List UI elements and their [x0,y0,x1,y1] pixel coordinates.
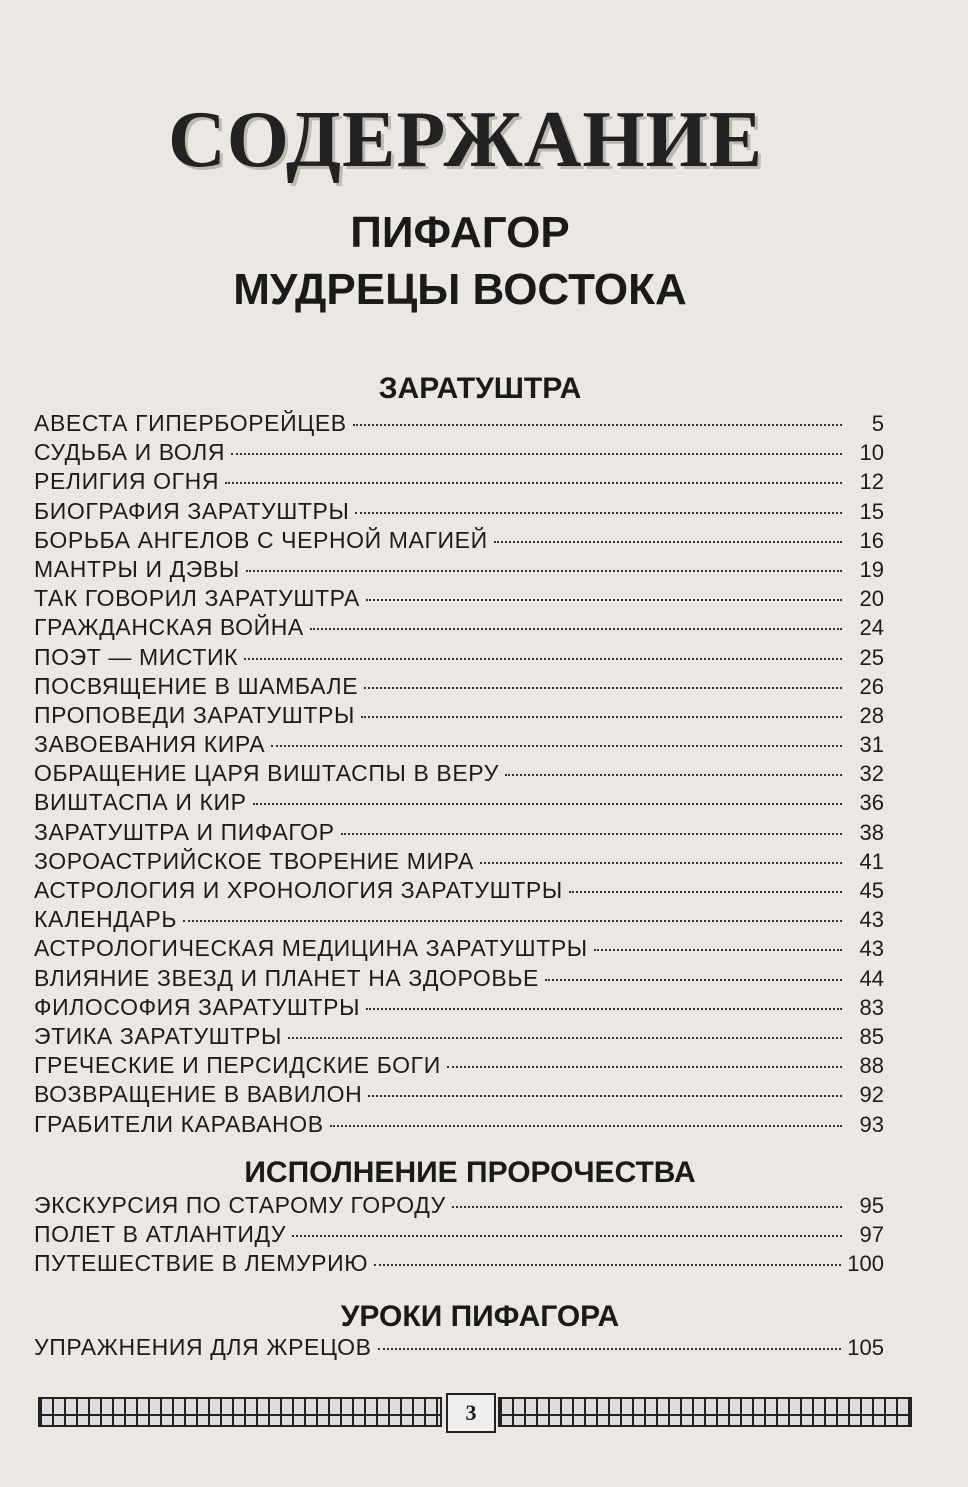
toc-entry-title: ВОЗВРАЩЕНИЕ В ВАВИЛОН [34,1081,363,1108]
toc-entry-page: 12 [859,469,884,495]
toc-leader-dots [183,920,842,922]
toc-entry [34,614,884,643]
toc-entry-title: ПОСВЯЩЕНИЕ В ШАМБАЛЕ [34,672,359,699]
toc-entry-title: ОБРАЩЕНИЕ ЦАРЯ ВИШТАСПЫ В ВЕРУ [34,760,499,787]
toc-entry [34,994,884,1023]
toc-entry [34,819,884,848]
toc-leader-dots [374,1264,841,1266]
toc-entry [34,673,884,702]
toc-leader-dots [353,424,842,426]
toc-entry-title: АСТРОЛОГИЯ И ХРОНОЛОГИЯ ЗАРАТУШТРЫ [34,877,563,903]
toc-entry-page: 38 [859,819,884,845]
toc-entry [34,1052,884,1081]
toc-entry-title: ЗАРАТУШТРА И ПИФАГОР [34,818,335,845]
toc-entry [34,1250,884,1279]
toc-entry [34,1334,884,1363]
toc-entry-title: ЗАВОЕВАНИЯ КИРА [34,731,266,758]
toc-entry [34,935,884,964]
toc-entry-page: 16 [859,527,884,553]
toc-entry-page: 10 [859,440,884,466]
toc-entry-page: 105 [847,1335,884,1360]
toc-entry [34,527,884,556]
toc-list-prophecy [34,1192,884,1280]
toc-leader-dots [452,1206,842,1208]
toc-entry [34,965,884,994]
toc-entry [34,439,884,468]
toc-entry-title: ПУТЕШЕСТВИЕ В ЛЕМУРИЮ [34,1250,369,1277]
toc-entry-title: ЭТИКА ЗАРАТУШТРЫ [34,1022,282,1049]
toc-leader-dots [253,803,842,805]
toc-leader-dots [505,774,842,776]
toc-entry-title: АСТРОЛОГИЧЕСКАЯ МЕДИЦИНА ЗАРАТУШТРЫ [34,935,588,962]
toc-entry [34,1081,884,1110]
toc-entry-page: 85 [859,1023,884,1049]
toc-entry-page: 97 [859,1222,884,1248]
toc-entry [34,1111,884,1140]
toc-leader-dots [364,687,842,689]
toc-entry-page: 44 [859,965,884,991]
toc-leader-dots [330,1125,842,1127]
toc-leader-dots [368,1095,842,1097]
toc-entry [34,1221,884,1250]
toc-list-lessons [34,1334,884,1363]
toc-entry [34,468,884,497]
toc-entry-title: СУДЬБА И ВОЛЯ [34,439,226,466]
section-title-lessons: УРОКИ ПИФАГОРА [340,1300,620,1333]
toc-leader-dots [271,745,842,747]
toc-entry-page: 28 [859,702,884,728]
toc-entry-title: УПРАЖНЕНИЯ ДЛЯ ЖРЕЦОВ [34,1334,372,1360]
toc-entry [34,1192,884,1221]
toc-entry-page: 43 [859,936,884,962]
toc-leader-dots [246,570,842,572]
toc-entry [34,498,884,527]
toc-leader-dots [569,891,842,893]
toc-leader-dots [378,1348,842,1350]
toc-entry-title: ЗОРОАСТРИЙСКОЕ ТВОРЕНИЕ МИРА [34,847,474,874]
toc-entry [34,848,884,877]
toc-entry-page: 43 [859,907,884,933]
toc-entry-page: 92 [859,1082,884,1108]
toc-entry-page: 5 [871,411,884,436]
toc-entry-page: 88 [859,1053,884,1079]
toc-entry-title: АВЕСТА ГИПЕРБОРЕЙЦЕВ [34,410,347,436]
toc-leader-dots [366,599,842,601]
toc-entry-title: ЭКСКУРСИЯ ПО СТАРОМУ ГОРОДУ [34,1192,446,1218]
toc-leader-dots [361,716,842,718]
greek-key-border-left [38,1397,442,1427]
toc-leader-dots [545,979,842,981]
toc-entry-title: ПРОПОВЕДИ ЗАРАТУШТРЫ [34,701,355,728]
toc-leader-dots [288,1037,842,1039]
toc-entry-title: КАЛЕНДАРЬ [34,906,178,933]
toc-entry-title: РЕЛИГИЯ ОГНЯ [34,468,220,495]
toc-entry [34,1023,884,1052]
toc-entry-page: 93 [859,1111,884,1137]
toc-entry [34,789,884,818]
toc-entry [34,877,884,906]
toc-leader-dots [341,833,842,835]
toc-leader-dots [310,628,842,630]
toc-entry-page: 26 [859,673,884,699]
toc-entry-page: 95 [859,1193,884,1218]
toc-entry-page: 45 [859,878,884,903]
toc-entry-title: БОРЬБА АНГЕЛОВ С ЧЕРНОЙ МАГИЕЙ [34,526,488,553]
toc-leader-dots [244,658,842,660]
toc-entry-page: 31 [859,732,884,758]
book-title-line-2: МУДРЕЦЫ ВОСТОКА [233,265,687,314]
toc-entry-title: ГРЕЧЕСКИЕ И ПЕРСИДСКИЕ БОГИ [34,1052,441,1079]
book-title-line-1: ПИФАГОР [350,208,570,257]
toc-leader-dots [594,949,842,951]
toc-entry [34,760,884,789]
section-title-prophecy: ИСПОЛНЕНИЕ ПРОРОЧЕСТВА [244,1156,696,1189]
toc-entry [34,731,884,760]
page-title: СОДЕРЖАНИЕ [168,96,764,184]
toc-leader-dots [225,482,842,484]
toc-entry [34,906,884,935]
toc-entry-page: 32 [859,761,884,787]
toc-entry-title: ГРАЖДАНСКАЯ ВОЙНА [34,614,304,641]
toc-entry [34,644,884,673]
toc-entry-page: 15 [859,498,884,524]
toc-entry [34,585,884,614]
toc-entry-page: 36 [859,790,884,816]
toc-entry-title: БИОГРАФИЯ ЗАРАТУШТРЫ [34,497,350,524]
toc-leader-dots [231,453,842,455]
toc-entry-title: ВИШТАСПА И КИР [34,789,247,816]
toc-entry-page: 20 [859,586,884,612]
toc-leader-dots [447,1066,842,1068]
toc-leader-dots [292,1235,842,1237]
toc-entry-page: 25 [859,644,884,670]
toc-leader-dots [494,541,842,543]
toc-entry-title: МАНТРЫ И ДЭВЫ [34,555,240,582]
section-title-zaratushtra: ЗАРАТУШТРА [378,372,582,405]
toc-entry-page: 24 [859,615,884,641]
toc-entry-title: ВЛИЯНИЕ ЗВЕЗД И ПЛАНЕТ НА ЗДОРОВЬЕ [34,964,539,991]
toc-entry-title: ПОЛЕТ В АТЛАНТИДУ [34,1221,287,1248]
toc-entry [34,410,884,439]
toc-entry-page: 41 [859,848,884,874]
toc-list-zaratushtra [34,410,884,1140]
toc-leader-dots [355,512,842,514]
toc-entry-title: ТАК ГОВОРИЛ ЗАРАТУШТРА [34,585,361,612]
toc-leader-dots [366,1008,842,1010]
toc-entry-title: ПОЭТ — МИСТИК [34,643,239,670]
toc-entry-title: ФИЛОСОФИЯ ЗАРАТУШТРЫ [34,993,361,1020]
toc-entry [34,556,884,585]
toc-entry-page: 19 [859,556,884,582]
toc-entry-page: 83 [859,994,884,1020]
toc-entry [34,702,884,731]
greek-key-border-right [498,1397,912,1427]
toc-entry-page: 100 [847,1251,884,1277]
page-number: 3 [446,1393,496,1433]
toc-leader-dots [480,862,842,864]
toc-entry-title: ГРАБИТЕЛИ КАРАВАНОВ [34,1110,324,1137]
